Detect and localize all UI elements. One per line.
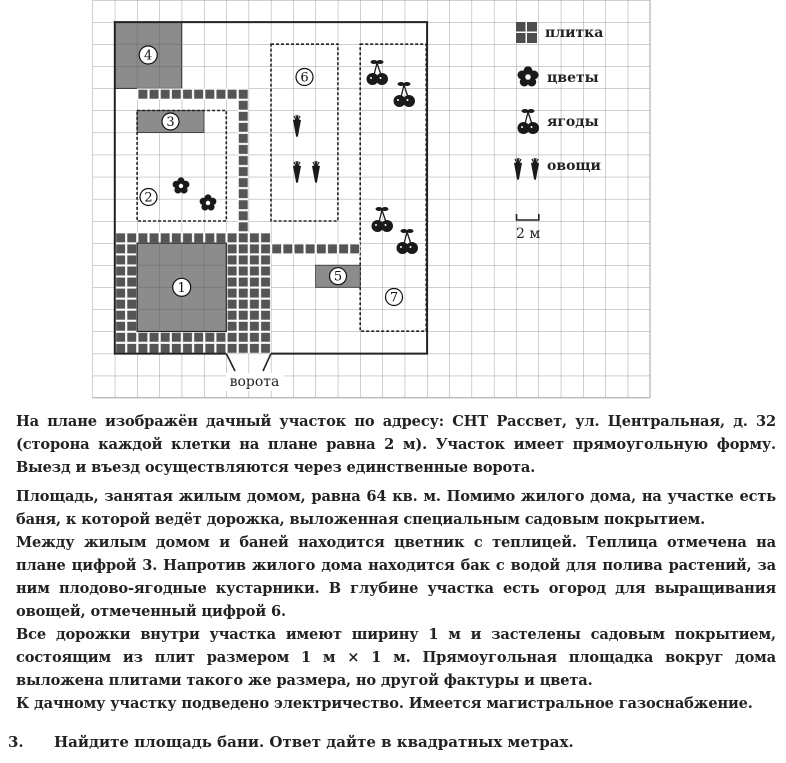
label-2: 2 bbox=[144, 190, 153, 206]
legend-item-tile bbox=[516, 22, 603, 43]
legend-label-berries: ягоды bbox=[547, 114, 599, 130]
legend-label-flowers: цветы bbox=[547, 70, 599, 86]
house-1 bbox=[137, 243, 226, 331]
task bbox=[8, 733, 574, 751]
task-question: Найдите площадь бани. Ответ дайте в квадратных метрах. bbox=[54, 733, 574, 751]
scale-label: 2 м bbox=[516, 226, 541, 242]
paragraph-intro: На плане изображён дачный участок по адресу: СНТ Рассвет, ул. Центральная, д. 32 (сторона каждой клетки на плане равна 2 м). Участок имеет прямоугольную форму. Выезд и въезд осуществляются через единственные ворота. bbox=[16, 413, 776, 476]
label-1: 1 bbox=[177, 280, 186, 296]
paragraph-paths: Все дорожки внутри участка имеют ширину 1 м и застелены садовым покрытием, состоящим из плит размером 1 м × 1 м. Прямоугольная площадка вокруг дома выложена плитами такого же размера, но другой фактуры и цвета. bbox=[16, 626, 776, 689]
paragraph-house: Площадь, занятая жилым домом, равна 64 кв. м. Помимо жилого дома, на участке есть баня, к которой ведёт дорожка, выложенная специальным садовым покрытием. bbox=[16, 488, 776, 528]
gate-label: ворота bbox=[229, 374, 280, 390]
label-6: 6 bbox=[300, 70, 309, 86]
water-tank-5 bbox=[316, 265, 361, 287]
legend-label-tile: плитка bbox=[545, 25, 604, 41]
tile-icon bbox=[516, 22, 537, 43]
label-5: 5 bbox=[333, 269, 343, 285]
legend-item-flowers bbox=[518, 66, 599, 86]
label-7: 7 bbox=[389, 290, 399, 306]
label-4: 4 bbox=[144, 48, 153, 64]
legend-label-vegetables: овощи bbox=[547, 158, 601, 174]
label-3: 3 bbox=[166, 115, 175, 130]
task-number: 3. bbox=[8, 733, 24, 751]
bath-building-4 bbox=[115, 22, 182, 88]
greenhouse-3 bbox=[137, 111, 204, 133]
paragraph-layout: Между жилым домом и баней находится цветник с теплицей. Теплица отмечена на плане цифрой 3. Напротив жилого дома находится бак с водой для полива растений, за ним плодово-ягодные кустарники. В глубине участка есть огород для выращивания овощей, отмеченный цифрой 6. bbox=[16, 534, 776, 620]
problem-statement bbox=[16, 410, 776, 715]
paragraph-utilities: К дачному участку подведено электричество. Имеется магистральное газоснабжение. bbox=[16, 695, 753, 712]
